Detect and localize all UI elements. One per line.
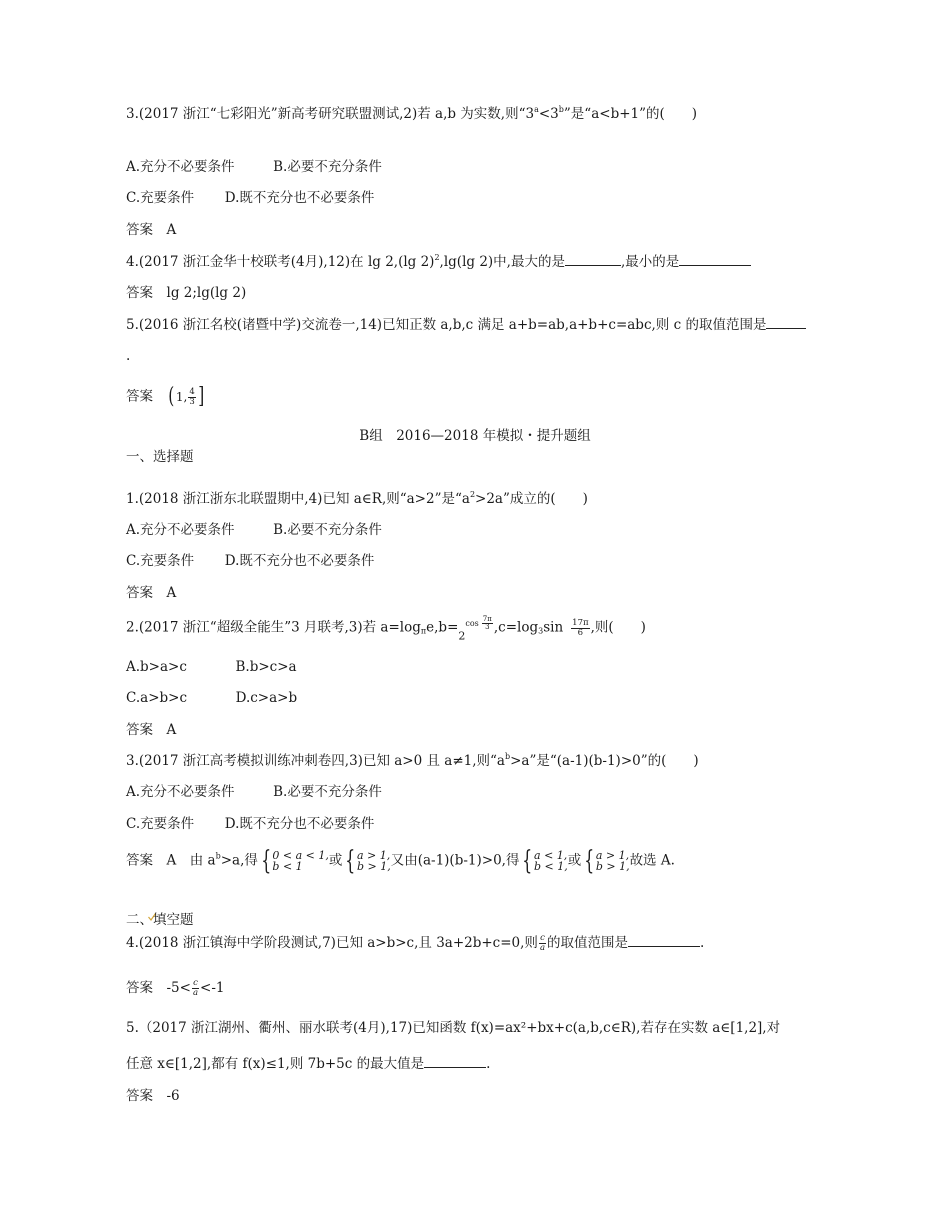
b-q2-options-row2	[126, 689, 297, 707]
b-q4-blank[interactable]	[628, 934, 700, 947]
fraction-denominator: 3	[189, 396, 195, 407]
b-q3-answer-t3: 又由(a-1)(b-1)>0,得	[390, 852, 520, 869]
brace-glyph: {	[261, 846, 272, 876]
q3-option-d: D.既不充分也不必要条件	[224, 190, 375, 206]
b-q4-answer-post: <-1	[200, 980, 225, 996]
question-3	[126, 105, 697, 123]
b-q2-sin-numerator: 17π	[572, 617, 589, 628]
q3-text-mid: <3	[538, 106, 559, 122]
b-q2-option-b: B.b>c>a	[235, 659, 297, 675]
q3-options-row2	[126, 189, 374, 207]
b-q2-option-a: A.b>a>c	[126, 659, 187, 675]
b-q4-fraction-denominator: a	[539, 943, 546, 953]
q4-answer: 答案 lg 2;lg(lg 2)	[126, 285, 247, 301]
q4-exp: 2	[434, 253, 440, 262]
interval-left-bracket: (	[168, 384, 175, 409]
b-q2-cos: cos	[465, 618, 479, 628]
b-q5-line-2	[126, 1055, 490, 1073]
b-q1-options-row1	[126, 521, 382, 539]
case-system-2	[342, 848, 390, 874]
b-q1-option-a: A.充分不必要条件	[126, 522, 235, 538]
system4-row2: b > 1,	[595, 860, 630, 873]
b-q2-text-mid1: e,b=	[426, 619, 459, 636]
b-q2-cos-denominator: 3	[485, 623, 490, 631]
q3-options-row1	[126, 158, 382, 176]
b-q5-line-1: 5.（2017 浙江湖州、衢州、丽水联考(4月),17)已知函数 f(x)=ax²+bx+c(a,b,c∈R),若存在实数 a∈[1,2],对	[126, 1020, 781, 1036]
b-q3-answer-t1: >a,得	[220, 852, 258, 869]
interval-left-value: 1,	[175, 390, 188, 404]
b-q1-option-c: C.充要条件	[126, 553, 195, 569]
b-question-2	[126, 616, 646, 646]
b-q2-option-c: C.a>b>c	[126, 690, 188, 706]
b-q2-cos-numerator: 7π	[482, 615, 492, 623]
interval-right-bracket: ]	[198, 384, 205, 409]
b-q3-option-c: C.充要条件	[126, 816, 195, 832]
q5-text: 5.(2016 浙江名校(诸暨中学)交流卷一,14)已知正数 a,b,c 满足 a+b=ab,a+b+c=abc,则 c 的取值范围是	[126, 317, 767, 333]
b-q5-blank[interactable]	[424, 1055, 486, 1068]
system1-row2: b < 1	[272, 860, 303, 873]
b-q3-answer	[126, 848, 675, 874]
system3-row1: a < 1,	[534, 849, 568, 862]
b-q3-text-pre: 3.(2017 浙江高考模拟训练冲刺卷四,3)已知 a>0 且 a≠1,则“a	[126, 753, 505, 769]
question-4	[126, 253, 751, 271]
q3-text-pre: 3.(2017 浙江“七彩阳光”新高考研究联盟测试,2)若 a,b 为实数,则“3	[126, 106, 535, 122]
fraction-numerator: 4	[189, 386, 195, 397]
q5-answer	[126, 386, 205, 408]
q4-blank-1[interactable]	[565, 253, 621, 266]
b-q3-exp: b	[504, 752, 511, 761]
b-q3-option-b: B.必要不充分条件	[273, 784, 382, 800]
b-q3-answer-label: 答案 A 由 a	[126, 852, 216, 869]
q3-exp-a: a	[534, 105, 539, 114]
b-question-4	[126, 934, 704, 953]
b-q2-answer: 答案 A	[126, 722, 177, 738]
b-q1-options-row2	[126, 552, 374, 570]
system2-row1: a > 1,	[356, 849, 391, 862]
system2-row2: b > 1,	[356, 860, 391, 873]
question-5	[126, 316, 806, 334]
case-system-4	[581, 848, 629, 874]
b-q1-option-b: B.必要不充分条件	[273, 522, 382, 538]
q5-answer-label: 答案	[126, 388, 153, 405]
b-q1-answer: 答案 A	[126, 585, 177, 601]
b-q2-option-d: D.c>a>b	[235, 690, 298, 706]
b-q4-fraction-numerator: c	[540, 933, 545, 943]
b-q2-power-base: 2	[458, 629, 466, 643]
q4-text-mid: ,lg(lg 2)中,最大的是	[439, 254, 565, 270]
q4-text-pre: 4.(2017 浙江金华十校联考(4月),12)在 lg 2,(lg 2)	[126, 254, 435, 270]
q3-option-b: B.必要不充分条件	[273, 159, 382, 175]
part-2-heading: 二、填空题	[126, 912, 194, 928]
q4-text-mid2: ,最小的是	[620, 254, 680, 270]
b-q2-exponent	[465, 616, 493, 631]
case-system-1	[258, 848, 329, 874]
b-question-3	[126, 752, 699, 770]
brace-glyph: {	[345, 846, 356, 876]
b-q2-text-mid2: ,c=log	[493, 619, 539, 636]
b-q5-text-pre: 任意 x∈[1,2],都有 f(x)≤1,则 7b+5c 的最大值是	[126, 1056, 425, 1072]
system1-row1: 0 < a < 1,	[272, 849, 329, 862]
b-question-1	[126, 490, 588, 508]
brace-glyph: {	[522, 846, 533, 876]
b-q4-answer-denominator: a	[192, 988, 199, 998]
q3-option-a: A.充分不必要条件	[126, 159, 235, 175]
brace-glyph: {	[584, 846, 595, 876]
b-q3-text-post: >a”是“(a-1)(b-1)>0”的( )	[510, 753, 699, 769]
b-q2-log-base-1: π	[420, 626, 427, 636]
b-q3-answer-exp: b	[215, 851, 221, 861]
part-1-heading: 一、选择题	[126, 449, 194, 465]
b-q3-option-d: D.既不充分也不必要条件	[224, 816, 375, 832]
system4-row1: a > 1,	[595, 849, 630, 862]
q5-answer-interval	[167, 386, 205, 408]
q3-answer: 答案 A	[126, 222, 177, 238]
b-q2-options-row1	[126, 658, 297, 676]
b-q4-answer-numerator: c	[193, 978, 198, 988]
b-q4-end: .	[700, 935, 705, 951]
b-q2-sin-denominator: 6	[577, 627, 584, 638]
b-q2-text-post: ,则( )	[590, 619, 646, 636]
b-q3-options-row1	[126, 783, 382, 801]
q4-blank-2[interactable]	[679, 253, 751, 266]
b-q3-answer-t2: 或	[328, 852, 343, 869]
b-q4-answer	[126, 979, 225, 998]
section-b-title: B组 2016—2018 年模拟・提升题组	[359, 428, 591, 444]
b-q5-end: .	[486, 1056, 491, 1072]
b-q3-answer-t5: 故选 A.	[629, 852, 675, 869]
system3-row2: b < 1,	[534, 860, 568, 873]
case-system-3	[519, 848, 567, 874]
b-q5-answer: 答案 -6	[126, 1088, 180, 1104]
b-q1-text-pre: 1.(2018 浙江浙东北联盟期中,4)已知 a∈R,则“a>2”是“a	[126, 491, 470, 507]
b-q1-option-d: D.既不充分也不必要条件	[224, 553, 375, 569]
q3-text-post: ”是“a<b+1”的( )	[563, 106, 698, 122]
q3-option-c: C.充要条件	[126, 190, 195, 206]
q5-blank[interactable]	[766, 316, 806, 329]
b-q4-answer-label: 答案 -5<	[126, 980, 191, 996]
b-q2-text-pre: 2.(2017 浙江“超级全能生”3 月联考,3)若 a=log	[126, 619, 421, 636]
b-q2-log-base-2: 3	[538, 626, 544, 636]
q5-dot: .	[126, 348, 131, 364]
b-q1-text-post: >2a”成立的( )	[475, 491, 588, 507]
b-q2-sin: sin	[543, 619, 564, 636]
b-q3-option-a: A.充分不必要条件	[126, 784, 235, 800]
b-q4-text-post: 的取值范围是	[547, 935, 629, 951]
b-q4-text-pre: 4.(2018 浙江镇海中学阶段测试,7)已知 a>b>c,且 3a+2b+c=0,则	[126, 935, 538, 951]
q3-exp-b: b	[558, 105, 564, 114]
b-q3-options-row2	[126, 815, 374, 833]
b-q3-answer-t4: 或	[567, 852, 582, 869]
interval-right-fraction	[188, 388, 195, 407]
b-q1-exp: 2	[469, 490, 476, 499]
